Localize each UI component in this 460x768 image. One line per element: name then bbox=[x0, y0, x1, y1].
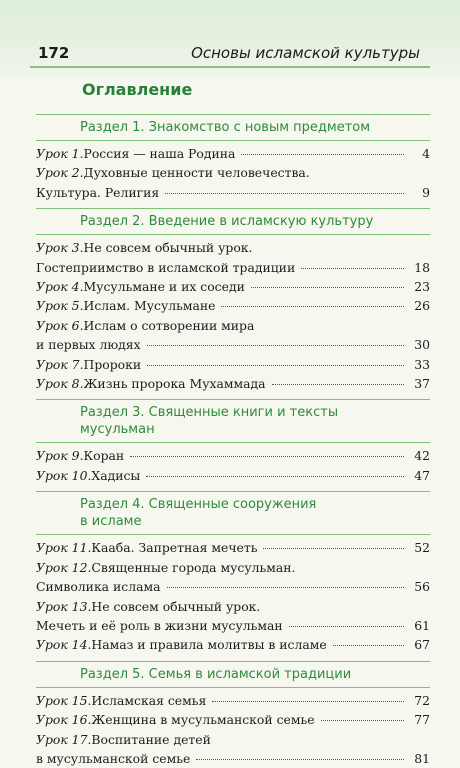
toc-entry bbox=[36, 616, 430, 635]
dot-leader bbox=[241, 154, 404, 155]
toc-entry bbox=[36, 730, 430, 749]
page-ref: 47 bbox=[414, 467, 430, 483]
lesson-title: Кааба. Запретная мечеть bbox=[91, 540, 258, 556]
section-title: Раздел 1. Знакомство с новым предметом bbox=[80, 120, 371, 135]
page-ref: 77 bbox=[414, 712, 430, 728]
lesson-title: Ислам о сотворении мира bbox=[83, 317, 255, 333]
lesson-title: Коран bbox=[83, 448, 125, 464]
lesson-title: Россия — наша Родина bbox=[83, 146, 236, 161]
toc-entry bbox=[36, 538, 430, 557]
section-title: Раздел 4. Священные сооружения bbox=[80, 497, 317, 513]
running-title: Основы исламской культуры bbox=[191, 44, 420, 62]
section-title: Раздел 2. Введение в исламскую культуру bbox=[80, 214, 374, 230]
lesson-title: Намаз и правила молитвы в исламе bbox=[91, 637, 327, 653]
section-heading bbox=[36, 491, 430, 535]
section-heading bbox=[36, 399, 430, 443]
page-ref: 56 bbox=[414, 579, 430, 595]
toc-entry bbox=[36, 277, 430, 296]
dot-leader bbox=[147, 345, 404, 346]
toc-entry bbox=[36, 446, 430, 465]
lesson-list bbox=[36, 691, 430, 768]
dot-leader bbox=[272, 384, 404, 385]
lesson-number: Урок 2. bbox=[36, 165, 84, 181]
page-ref: 72 bbox=[414, 692, 430, 708]
dot-leader bbox=[196, 759, 404, 760]
lesson-number: Урок 10. bbox=[36, 467, 92, 483]
page-ref: 67 bbox=[414, 637, 430, 653]
toc-title: Оглавление bbox=[82, 80, 193, 99]
section-title: Раздел 5. Семья в исламской традиции bbox=[80, 666, 352, 682]
lesson-title: Священные города мусульман. bbox=[91, 559, 296, 575]
toc-entry bbox=[36, 296, 430, 315]
page-ref: 37 bbox=[414, 376, 430, 392]
section-heading bbox=[36, 208, 430, 235]
page-ref: 9 bbox=[422, 184, 430, 200]
dot-leader bbox=[289, 626, 404, 627]
toc-entry bbox=[36, 355, 430, 374]
toc-entry bbox=[36, 577, 430, 596]
page-number: 172 bbox=[38, 44, 70, 62]
dot-leader bbox=[251, 287, 404, 288]
lesson-title: Культура. Религия bbox=[36, 184, 160, 200]
lesson-title: Ислам. Мусульмане bbox=[83, 298, 216, 314]
lesson-number: Урок 12. bbox=[36, 559, 92, 575]
page-ref: 33 bbox=[414, 356, 430, 372]
lesson-title: Хадисы bbox=[91, 467, 141, 483]
lesson-title: Жизнь пророка Мухаммада bbox=[83, 376, 266, 392]
toc-entry bbox=[36, 258, 430, 277]
toc-entry bbox=[36, 144, 430, 163]
page-ref: 81 bbox=[414, 750, 430, 766]
page-ref: 52 bbox=[414, 540, 430, 556]
dot-leader bbox=[167, 587, 405, 588]
lesson-number: Урок 15. bbox=[36, 692, 92, 708]
lesson-list bbox=[36, 446, 430, 485]
dot-leader bbox=[221, 306, 404, 307]
page-ref: 26 bbox=[414, 298, 430, 314]
toc-entry bbox=[36, 597, 430, 616]
lesson-number: Урок 11. bbox=[36, 540, 92, 556]
section-heading bbox=[36, 661, 430, 688]
dot-leader bbox=[146, 476, 404, 477]
lesson-number: Урок 13. bbox=[36, 598, 92, 614]
toc-entry bbox=[36, 335, 430, 354]
toc-entry bbox=[36, 691, 430, 710]
lesson-title: Не совсем обычный урок. bbox=[91, 598, 261, 614]
toc-entry bbox=[36, 558, 430, 577]
dot-leader bbox=[263, 548, 404, 549]
lesson-title: Не совсем обычный урок. bbox=[83, 240, 253, 256]
lesson-number: Урок 16. bbox=[36, 712, 92, 728]
toc-entry bbox=[36, 316, 430, 335]
section-subtitle: мусульман bbox=[80, 422, 155, 438]
dot-leader bbox=[301, 268, 404, 269]
lesson-number: Урок 7. bbox=[36, 356, 84, 372]
lesson-title: Символика ислама bbox=[36, 579, 161, 595]
lesson-title: Женщина в мусульманской семье bbox=[91, 712, 315, 728]
lesson-title: Пророки bbox=[83, 356, 142, 372]
dot-leader bbox=[321, 720, 404, 721]
dot-leader bbox=[165, 193, 404, 194]
dot-leader bbox=[333, 645, 404, 646]
page-ref: 4 bbox=[422, 146, 430, 161]
lesson-number: Урок 3. bbox=[36, 240, 84, 256]
lesson-number: Урок 9. bbox=[36, 448, 84, 464]
toc-entry bbox=[36, 163, 430, 182]
lesson-list bbox=[36, 238, 430, 393]
lesson-number: Урок 4. bbox=[36, 279, 84, 295]
toc-entry bbox=[36, 635, 430, 654]
toc-entry bbox=[36, 710, 430, 729]
lesson-title: в мусульманской семье bbox=[36, 750, 191, 766]
page-ref: 18 bbox=[414, 259, 430, 275]
toc-entry bbox=[36, 466, 430, 485]
lesson-list bbox=[36, 538, 430, 654]
dot-leader bbox=[212, 701, 404, 702]
page-header bbox=[0, 0, 460, 78]
page-ref: 30 bbox=[414, 337, 430, 353]
section-subtitle: в исламе bbox=[80, 514, 142, 530]
lesson-number: Урок 17. bbox=[36, 731, 92, 747]
lesson-title: Мусульмане и их соседи bbox=[83, 279, 245, 295]
dot-leader bbox=[130, 456, 404, 457]
lesson-title: Воспитание детей bbox=[91, 731, 211, 747]
lesson-number: Урок 14. bbox=[36, 637, 92, 653]
page-ref: 23 bbox=[414, 279, 430, 295]
toc-entry bbox=[36, 238, 430, 257]
lesson-list bbox=[36, 144, 430, 202]
lesson-number: Урок 1. bbox=[36, 146, 84, 161]
lesson-title: Гостеприимство в исламской традиции bbox=[36, 259, 296, 275]
page-ref: 42 bbox=[414, 448, 430, 464]
header-rule bbox=[30, 66, 430, 68]
lesson-title: Мечеть и её роль в жизни мусульман bbox=[36, 617, 283, 633]
section-heading bbox=[36, 114, 430, 141]
lesson-number: Урок 8. bbox=[36, 376, 84, 392]
lesson-title: Исламская семья bbox=[91, 692, 207, 708]
toc-entry bbox=[36, 374, 430, 393]
lesson-title: и первых людях bbox=[36, 337, 141, 353]
lesson-number: Урок 5. bbox=[36, 298, 84, 314]
table-of-contents bbox=[36, 114, 430, 768]
lesson-number: Урок 6. bbox=[36, 317, 84, 333]
dot-leader bbox=[147, 365, 404, 366]
lesson-title: Духовные ценности человечества. bbox=[83, 165, 310, 181]
page-ref: 61 bbox=[414, 617, 430, 633]
section-title: Раздел 3. Священные книги и тексты bbox=[80, 405, 339, 421]
toc-entry bbox=[36, 749, 430, 768]
toc-entry bbox=[36, 183, 430, 202]
